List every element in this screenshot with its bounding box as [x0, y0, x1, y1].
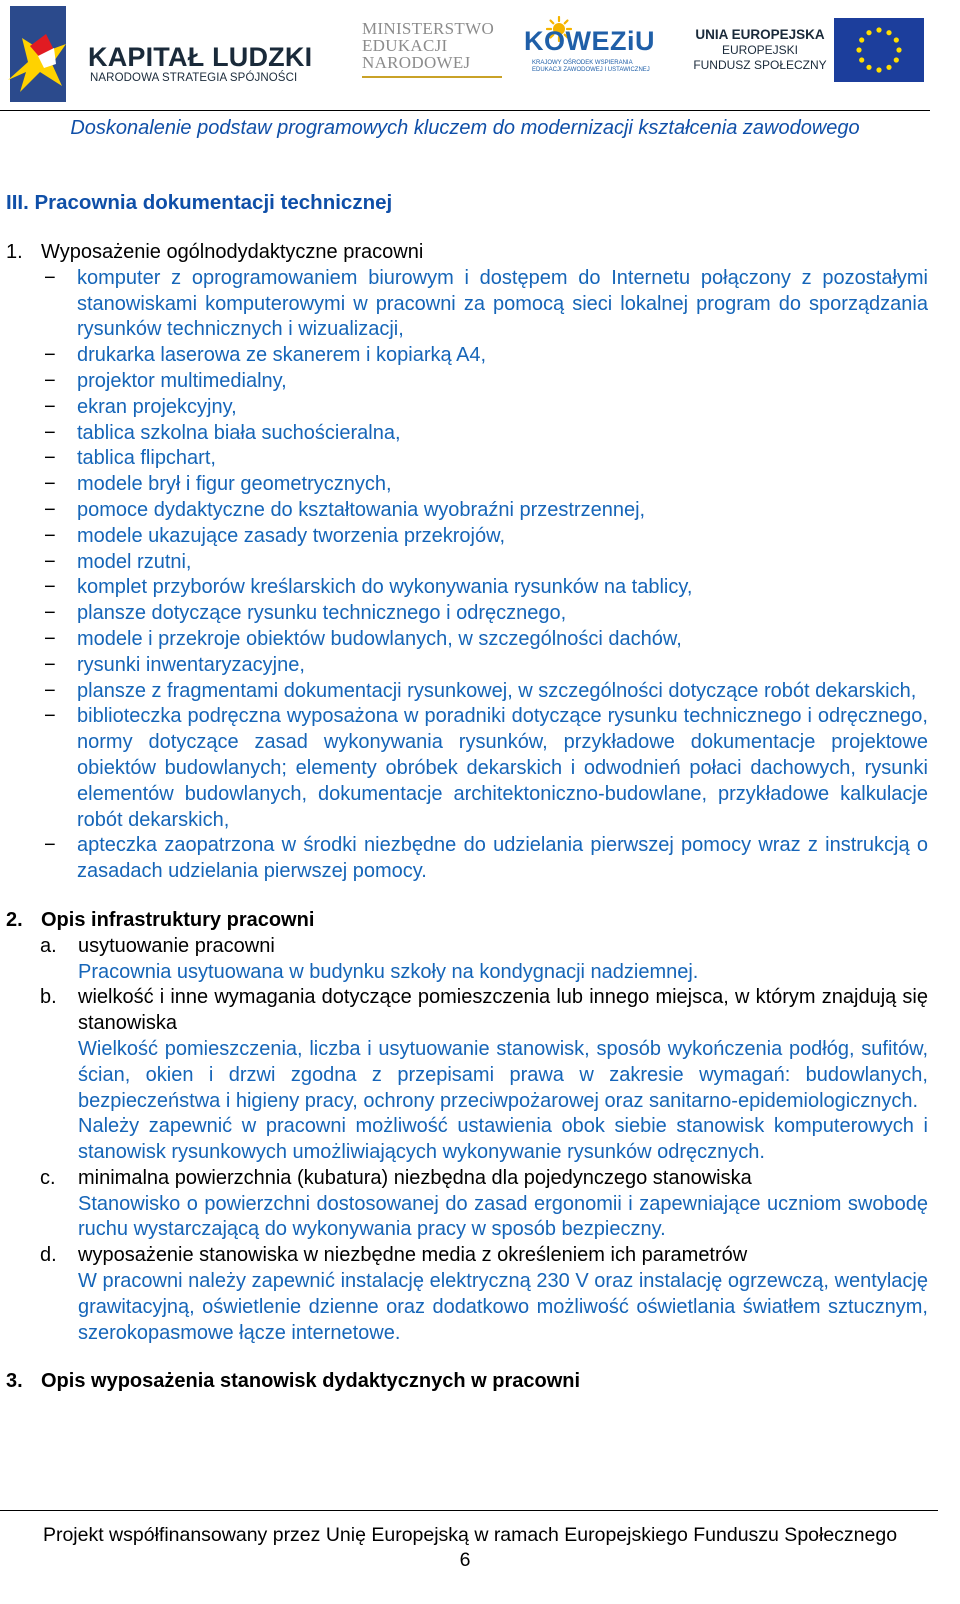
list-item: − modele brył i figur geometrycznych, — [44, 472, 928, 498]
sub-letter: d. — [40, 1244, 57, 1267]
kowezu-title: KOWEZiU — [524, 26, 655, 56]
eu-line-1: UNIA EUROPEJSKA — [695, 27, 825, 42]
kapital-ludzki-title: KAPITAŁ LUDZKI — [88, 42, 313, 72]
eu-flag-icon — [834, 18, 924, 82]
list-item: − komplet przyborów kreślarskich do wykonywania rysunków na tablicy, — [44, 575, 928, 601]
ministry-rule — [362, 76, 502, 78]
item3-title: Opis wyposażenia stanowisk dydaktycznych w pracowni — [41, 1370, 581, 1393]
sub-question: usytuowanie pracowni — [78, 934, 275, 957]
sub-question: wielkość i inne wymagania dotyczące pomieszczenia lub innego miejsca, w którym znajdują się stanowiska — [78, 986, 928, 1035]
list-item: − tablica szkolna biała suchościeralna, — [44, 421, 928, 447]
item2-sub-c — [40, 1166, 928, 1243]
ministry-line-3: NARODOWEJ — [362, 53, 471, 72]
list-item: − plansze dotyczące rysunku technicznego i odręcznego, — [44, 601, 928, 627]
list-item: − model rzutni, — [44, 550, 928, 576]
footer-divider — [0, 1510, 938, 1511]
eu-text — [690, 26, 830, 73]
ministry-line-2: EDUKACJI — [362, 36, 448, 55]
item2-sub-b — [40, 985, 928, 1166]
kowezu-subtitle: KRAJOWY OŚRODEK WSPIERANIA EDUKACJI ZAWODOWEJ I USTAWICZNEJ — [532, 60, 650, 73]
sub-question: wyposażenie stanowiska w niezbędne media z określeniem ich parametrów — [78, 1244, 748, 1267]
list-item: − apteczka zaopatrzona w środki niezbędne do udzielania pierwszej pomocy wraz z instrukcją o zasadach udzielania pierwszej pomocy. — [44, 833, 928, 885]
ministry-line-1: MINISTERSTWO — [362, 19, 495, 38]
list-item: − biblioteczka podręczna wyposażona w poradniki dotyczące rysunku technicznego i odręcznego, normy dotyczące zasad wykonywania rysunków, przykładowe dokumentacje projektowe obiektów budowlanych; elementy obróbek dekarskich i odwodnień połaci dachowych, rysunki elementów budowlanych, dokumentacje architektoniczno-budowlane, przykładowe kalkulacje robót dekarskich, — [44, 704, 928, 833]
list-item: − rysunki inwentaryzacyjne, — [44, 653, 928, 679]
item2-number: 2. — [6, 908, 23, 931]
item2-heading — [6, 908, 960, 934]
sub-answer: Należy zapewnić w pracowni możliwość ustawienia obok siebie stanowisk komputerowych i stanowisk rysunkowych umożliwiających wykonywanie rysunków odręcznych. — [78, 1115, 928, 1164]
list-item: − modele i przekroje obiektów budowlanych, w szczególności dachów, — [44, 627, 928, 653]
eu-line-3: FUNDUSZ SPOŁECZNY — [693, 58, 827, 72]
kapital-ludzki-logo — [4, 6, 313, 102]
header-logo-bar — [0, 0, 960, 108]
sub-letter: c. — [40, 1166, 56, 1189]
eu-logo — [690, 16, 930, 86]
list-item: − pomoce dydaktyczne do kształtowania wyobraźni przestrzennej, — [44, 498, 928, 524]
sub-answer: Wielkość pomieszczenia, liczba i usytuowanie stanowisk, sposób wykończenia podłóg, sufitów, ścian, okien i drzwi zgodna z przepisami prawa w zakresie wymagań: budowlanych, bezpieczeństwa i higieny pracy, ochrony przeciwpożarowej oraz sanitarno-epidemiologicznych. — [78, 1037, 928, 1112]
section-title: III. Pracownia dokumentacji technicznej — [6, 191, 393, 214]
page-number: 6 — [459, 1549, 471, 1571]
list-item: − plansze z fragmentami dokumentacji rysunkowej, w szczególności dotyczące robót dekarskich, — [44, 679, 928, 705]
sub-answer: Stanowisko o powierzchni dostosowanej do zasad ergonomii i zapewniające uczniom swobodę ruchu wystarczającą do wykonywania pracy w sposób bezpieczny. — [78, 1192, 928, 1241]
item2-sub-d — [40, 1243, 928, 1346]
list-item: − ekran projekcyjny, — [44, 395, 928, 421]
item1-number: 1. — [6, 241, 23, 263]
list-item: − komputer z oprogramowaniem biurowym i dostępem do Internetu połączony z pozostałymi stanowiskami komputerowymi w pracowni za pomocą sieci lokalnej program do sporządzania rysunków technicznych i wizualizacji, — [44, 266, 928, 343]
kowezu-logo — [524, 16, 655, 86]
document-content — [0, 240, 960, 1395]
item3-heading — [6, 1369, 960, 1395]
sub-answer: Pracownia usytuowana w budynku szkoły na kondygnacji nadziemnej. — [78, 960, 699, 983]
item1-title: Wyposażenie ogólnodydaktyczne pracowni — [41, 241, 424, 263]
sub-question: minimalna powierzchnia (kubatura) niezbędna dla pojedynczego stanowiska — [78, 1166, 752, 1189]
footer-text: Projekt współfinansowany przez Unię Europejską w ramach Europejskiego Funduszu Społecznego — [42, 1524, 898, 1546]
ministry-logo — [362, 20, 502, 80]
project-subtitle: Doskonalenie podstaw programowych kluczem do modernizacji kształcenia zawodowego — [70, 117, 860, 139]
equipment-list — [44, 266, 928, 885]
kapital-ludzki-subtitle: NARODOWA STRATEGIA SPÓJNOŚCI — [90, 72, 298, 84]
item1-heading — [6, 240, 960, 266]
item2-sub-a — [40, 934, 928, 986]
item2-title: Opis infrastruktury pracowni — [41, 908, 315, 931]
kapital-ludzki-star-icon — [4, 6, 74, 102]
spacer — [0, 885, 960, 908]
sub-letter: b. — [40, 986, 57, 1009]
list-item: − drukarka laserowa ze skanerem i kopiarką A4, — [44, 343, 928, 369]
list-item: − modele ukazujące zasady tworzenia przekrojów, — [44, 524, 928, 550]
header-divider — [0, 110, 930, 111]
spacer — [0, 1346, 960, 1369]
list-item: − tablica flipchart, — [44, 446, 928, 472]
sub-answer: W pracowni należy zapewnić instalację elektryczną 230 V oraz instalację ogrzewczą, wentylację grawitacyjną, oświetlenie dzienne oraz dodatkowo możliwość oświetlania światłem sztucznym, szerokopasmowe łącze internetowe. — [78, 1270, 928, 1344]
eu-line-2: EUROPEJSKI — [721, 43, 799, 57]
sub-letter: a. — [40, 934, 57, 957]
list-item: − projektor multimedialny, — [44, 369, 928, 395]
item3-number: 3. — [6, 1370, 23, 1393]
